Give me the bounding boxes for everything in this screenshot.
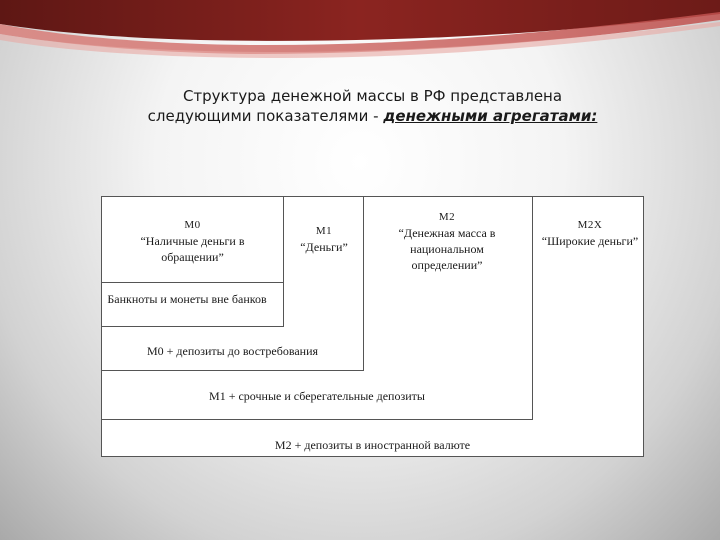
m2-header bbox=[382, 209, 512, 273]
m0-header-box bbox=[101, 196, 284, 283]
m0-header bbox=[102, 217, 283, 265]
decorative-banner bbox=[0, 0, 720, 60]
m0-code: М0 bbox=[184, 219, 201, 231]
m2-definition: М1 + срочные и сберегательные депозиты bbox=[209, 389, 425, 403]
m0-definition: Банкноты и монеты вне банков bbox=[107, 292, 267, 306]
title-line-2-text: следующими показателями - bbox=[147, 107, 384, 125]
m2-name: “Денежная масса в национальном определении” bbox=[398, 226, 496, 272]
m1-code: М1 bbox=[315, 225, 333, 237]
title-line-2 bbox=[100, 106, 645, 126]
m2-code: М2 bbox=[438, 211, 456, 223]
slide-title bbox=[100, 86, 645, 126]
title-line-1: Структура денежной массы в РФ представлена bbox=[182, 87, 563, 105]
m1-name: “Деньги” bbox=[300, 240, 348, 254]
m2x-code: М2Х bbox=[577, 219, 603, 231]
m1-header bbox=[284, 223, 364, 255]
m2x-definition: М2 + депозиты в иностранной валюте bbox=[274, 438, 471, 452]
title-emphasis: денежными агрегатами: bbox=[383, 107, 598, 125]
m2x-header bbox=[535, 217, 645, 249]
m2x-name: “Широкие деньги” bbox=[541, 234, 639, 248]
m0-name: “Наличные деньги в обращении” bbox=[140, 234, 245, 264]
m1-definition: М0 + депозиты до востребования bbox=[146, 344, 319, 358]
